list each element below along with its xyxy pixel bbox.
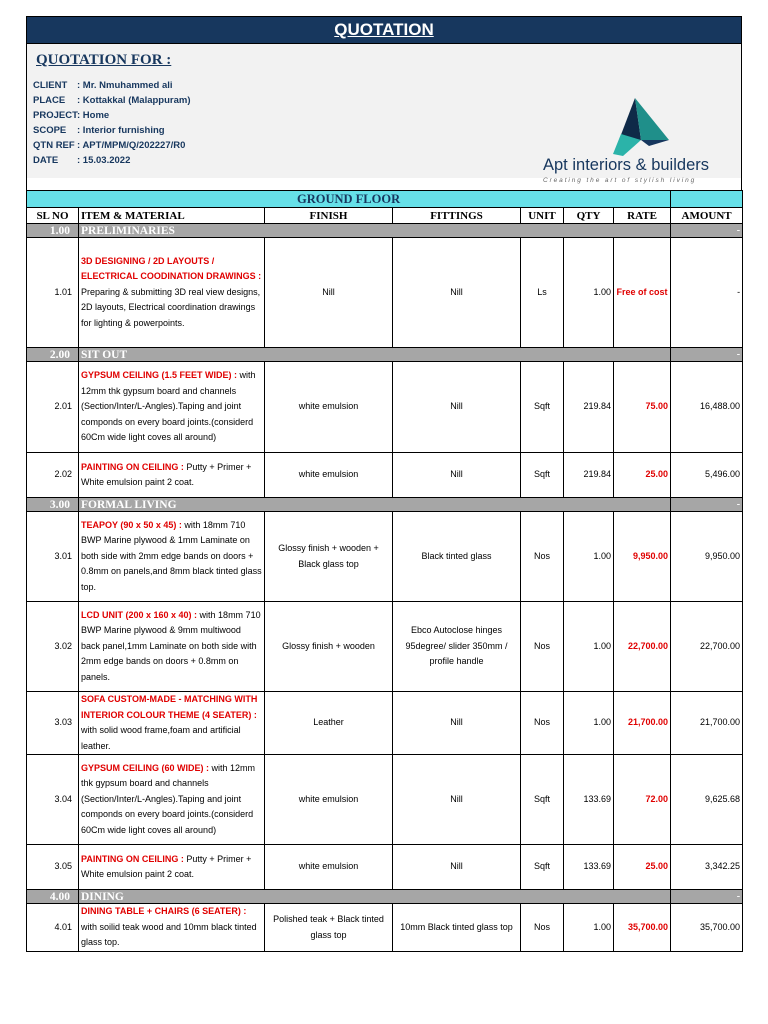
- item-qty: 133.69: [564, 845, 614, 890]
- item-unit: Nos: [521, 512, 564, 602]
- quotation-sheet: [26, 16, 742, 952]
- item-finish: Glossy finish + wooden: [265, 602, 393, 692]
- column-header: UNIT: [521, 208, 564, 224]
- quotation-for-heading: QUOTATION FOR :: [36, 52, 172, 68]
- item-title: TEAPOY (90 x 50 x 45) :: [81, 519, 182, 530]
- item-description: [79, 512, 265, 602]
- item-title: PAINTING ON CEILING :: [81, 853, 184, 864]
- item-fittings: Nill: [393, 845, 521, 890]
- item-title: GYPSUM CEILING (60 WIDE) :: [81, 762, 210, 773]
- info-row: [33, 138, 191, 153]
- item-number: 2.01: [27, 362, 79, 453]
- item-finish: white emulsion: [265, 845, 393, 890]
- info-value: : Interior furnishing: [77, 125, 165, 136]
- item-qty: 1.00: [564, 238, 614, 348]
- client-info: [33, 78, 191, 168]
- info-label: CLIENT: [33, 80, 68, 91]
- item-fittings: Nill: [393, 453, 521, 498]
- item-number: 4.01: [27, 904, 79, 952]
- info-row: [33, 153, 191, 168]
- section-amount: -: [671, 348, 743, 362]
- item-finish: white emulsion: [265, 755, 393, 845]
- section-name: PRELIMINARIES: [79, 224, 671, 238]
- item-amount: 21,700.00: [671, 692, 743, 755]
- info-label: PLACE: [33, 95, 66, 106]
- column-header-row: [27, 208, 743, 224]
- section-number: 1.00: [27, 224, 79, 238]
- item-fittings: Nill: [393, 238, 521, 348]
- item-fittings: 10mm Black tinted glass top: [393, 904, 521, 952]
- column-header: SL NO: [27, 208, 79, 224]
- column-header: ITEM & MATERIAL: [79, 208, 265, 224]
- item-description: [79, 453, 265, 498]
- quotation-table: [26, 190, 743, 952]
- brand-tagline: Creating the art of stylish living: [543, 177, 697, 184]
- title-bar: [26, 16, 742, 44]
- item-amount: 3,342.25: [671, 845, 743, 890]
- section-name: FORMAL LIVING: [79, 498, 671, 512]
- item-number: 3.02: [27, 602, 79, 692]
- info-label: PROJECT: [33, 110, 78, 121]
- item-unit: Sqft: [521, 362, 564, 453]
- item-rate: Free of cost: [614, 238, 671, 348]
- item-rate: 35,700.00: [614, 904, 671, 952]
- item-detail: Putty + Primer + White emulsion paint 2 coat.: [81, 461, 252, 487]
- item-finish: white emulsion: [265, 453, 393, 498]
- item-title: DINING TABLE + CHAIRS (6 SEATER) :: [81, 906, 247, 917]
- column-header: AMOUNT: [671, 208, 743, 224]
- item-unit: Nos: [521, 602, 564, 692]
- item-number: 3.03: [27, 692, 79, 755]
- item-rate: 25.00: [614, 845, 671, 890]
- item-description: [79, 845, 265, 890]
- info-label: SCOPE: [33, 125, 67, 136]
- item-description: [79, 238, 265, 348]
- item-finish: Leather: [265, 692, 393, 755]
- item-title: LCD UNIT (200 x 160 x 40) :: [81, 609, 198, 620]
- table-row: [27, 904, 743, 952]
- item-finish: white emulsion: [265, 362, 393, 453]
- item-description: [79, 362, 265, 453]
- item-detail: with soilid teak wood and 10mm black tinted glass top.: [81, 921, 257, 948]
- info-value: : Mr. Nmuhammed ali: [77, 80, 173, 91]
- item-amount: -: [671, 238, 743, 348]
- table-row: [27, 692, 743, 755]
- item-detail: with solid wood frame,foam and artificial leather.: [81, 725, 241, 751]
- info-row: [33, 123, 191, 138]
- item-rate: 9,950.00: [614, 512, 671, 602]
- item-number: 1.01: [27, 238, 79, 348]
- table-row: [27, 453, 743, 498]
- section-number: 4.00: [27, 890, 79, 904]
- item-rate: 21,700.00: [614, 692, 671, 755]
- item-detail: with 12mm thk gypsum board and channels (Section/Inter/L-Angles).Taping and joint componds on every board joints.(considerd 60Cm wide light coves all around): [81, 370, 256, 443]
- info-row: [33, 108, 191, 123]
- info-value: : Home: [77, 110, 110, 121]
- table-row: [27, 238, 743, 348]
- item-number: 3.04: [27, 755, 79, 845]
- section-row: [27, 224, 743, 238]
- brand-name: Apt interiors & builders: [543, 156, 709, 174]
- table-row: [27, 845, 743, 890]
- item-qty: 1.00: [564, 602, 614, 692]
- item-unit: Nos: [521, 904, 564, 952]
- item-detail: with 18mm 710 BWP Marine plywood & 9mm multiwood back panel,1mm Laminate on both side with 2mm edge bands on doors + 0.8mm on panels.: [81, 609, 261, 682]
- item-detail: with 18mm 710 BWP Marine plywood & 1mm Laminate on both side with 2mm edge bands on doors + 0.8mm on panels,and 8mm black tinted glass top.: [81, 519, 262, 592]
- info-label: QTN REF: [33, 140, 75, 151]
- page-title: QUOTATION: [334, 20, 434, 39]
- item-unit: Sqft: [521, 453, 564, 498]
- item-unit: Ls: [521, 238, 564, 348]
- section-amount: -: [671, 498, 743, 512]
- item-qty: 1.00: [564, 904, 614, 952]
- item-amount: 16,488.00: [671, 362, 743, 453]
- item-qty: 219.84: [564, 362, 614, 453]
- item-unit: Sqft: [521, 755, 564, 845]
- item-fittings: Nill: [393, 755, 521, 845]
- item-finish: Nill: [265, 238, 393, 348]
- item-amount: 22,700.00: [671, 602, 743, 692]
- item-amount: 5,496.00: [671, 453, 743, 498]
- table-row: [27, 755, 743, 845]
- floor-row: [27, 191, 743, 208]
- info-value: : Kottakkal (Malappuram): [77, 95, 191, 106]
- item-qty: 1.00: [564, 692, 614, 755]
- item-finish: Polished teak + Black tinted glass top: [265, 904, 393, 952]
- column-header: FITTINGS: [393, 208, 521, 224]
- info-value: : 15.03.2022: [77, 155, 131, 166]
- column-header: QTY: [564, 208, 614, 224]
- item-description: [79, 602, 265, 692]
- item-amount: 9,950.00: [671, 512, 743, 602]
- item-qty: 133.69: [564, 755, 614, 845]
- item-description: [79, 904, 265, 952]
- item-description: [79, 755, 265, 845]
- item-qty: 1.00: [564, 512, 614, 602]
- section-number: 3.00: [27, 498, 79, 512]
- item-number: 3.05: [27, 845, 79, 890]
- info-value: : APT/MPM/Q/202227/R0: [77, 140, 186, 151]
- info-label: DATE: [33, 155, 59, 166]
- item-number: 3.01: [27, 512, 79, 602]
- item-title: 3D DESIGNING / 2D LAYOUTS / ELECTRICAL COODINATION DRAWINGS :: [81, 255, 262, 282]
- table-row: [27, 362, 743, 453]
- table-row: [27, 602, 743, 692]
- item-finish: Glossy finish + wooden + Black glass top: [265, 512, 393, 602]
- section-name: DINING: [79, 890, 671, 904]
- item-amount: 35,700.00: [671, 904, 743, 952]
- column-header: FINISH: [265, 208, 393, 224]
- item-fittings: Black tinted glass: [393, 512, 521, 602]
- item-description: [79, 692, 265, 755]
- item-detail: with 12mm thk gypsum board and channels (Section/Inter/L-Angles).Taping and joint componds on every board joints.(considerd 60Cm wide light coves all around): [81, 762, 256, 835]
- item-detail: Preparing & submitting 3D real view designs, 2D layouts, Electrical coordination drawings for lighting & powerpoints.: [81, 286, 261, 328]
- item-rate: 25.00: [614, 453, 671, 498]
- info-row: [33, 93, 191, 108]
- column-header: RATE: [614, 208, 671, 224]
- item-title: SOFA CUSTOM-MADE - MATCHING WITH INTERIOR COLOUR THEME (4 SEATER) :: [81, 694, 258, 720]
- section-row: [27, 498, 743, 512]
- quotation-header: [26, 44, 742, 184]
- item-fittings: Nill: [393, 362, 521, 453]
- item-detail: Putty + Primer + White emulsion paint 2 coat.: [81, 853, 252, 879]
- section-number: 2.00: [27, 348, 79, 362]
- item-qty: 219.84: [564, 453, 614, 498]
- item-title: GYPSUM CEILING (1.5 FEET WIDE) :: [81, 370, 238, 381]
- item-title: PAINTING ON CEILING :: [81, 461, 184, 472]
- item-fittings: Nill: [393, 692, 521, 755]
- floor-title: GROUND FLOOR: [27, 191, 671, 208]
- section-amount: -: [671, 224, 743, 238]
- item-amount: 9,625.68: [671, 755, 743, 845]
- item-rate: 72.00: [614, 755, 671, 845]
- section-name: SIT OUT: [79, 348, 671, 362]
- item-rate: 75.00: [614, 362, 671, 453]
- floor-cell-empty: [671, 191, 743, 208]
- item-rate: 22,700.00: [614, 602, 671, 692]
- item-unit: Sqft: [521, 845, 564, 890]
- item-number: 2.02: [27, 453, 79, 498]
- info-row: [33, 78, 191, 93]
- table-row: [27, 512, 743, 602]
- item-fittings: Ebco Autoclose hinges 95degree/ slider 350mm / profile handle: [393, 602, 521, 692]
- section-row: [27, 348, 743, 362]
- section-row: [27, 890, 743, 904]
- section-amount: -: [671, 890, 743, 904]
- item-unit: Nos: [521, 692, 564, 755]
